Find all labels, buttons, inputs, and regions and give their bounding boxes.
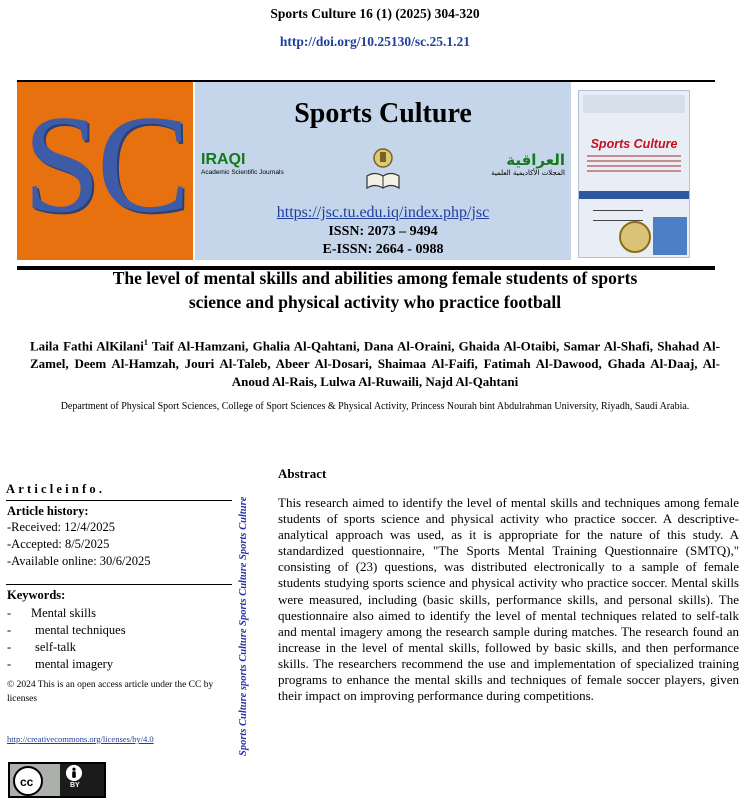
open-book-icon bbox=[363, 146, 403, 194]
cc-icon bbox=[13, 766, 43, 796]
abstract-heading: Abstract bbox=[278, 466, 327, 481]
arabic-journals-logo bbox=[469, 152, 565, 186]
keyword-item: Mental skills bbox=[31, 606, 96, 620]
journal-citation: Sports Culture 16 (1) (2025) 304-320 bbox=[270, 6, 480, 21]
divider bbox=[6, 500, 232, 501]
cc-icon-label: cc bbox=[20, 775, 34, 789]
cover-field bbox=[593, 205, 643, 211]
arabic-logo-title: العراقية bbox=[506, 151, 565, 169]
keyword-item: self-talk bbox=[35, 640, 76, 654]
affiliation: Department of Physical Sport Sciences, College of Sport Sciences & Physical Activity, Princess Nourah bint Abdulrahman University, Riyadh, Saudi Arabia. bbox=[60, 401, 690, 412]
license-link[interactable]: http://creativecommons.org/licenses/by/4.0 bbox=[7, 734, 154, 744]
cover-text-lines bbox=[587, 155, 681, 175]
article-info-heading: Articleinfo. bbox=[6, 482, 106, 496]
doi-link[interactable]: http://doi.org/10.25130/sc.25.1.21 bbox=[279, 34, 471, 49]
issn: ISSN: 2073 – 9494 bbox=[328, 224, 438, 239]
paper-title-line: science and physical activity who practice football bbox=[188, 292, 562, 312]
sc-logo-letters: SC bbox=[23, 87, 187, 242]
author-list bbox=[30, 334, 720, 391]
cover-header bbox=[583, 95, 685, 113]
available-date: -Available online: 30/6/2025 bbox=[7, 554, 151, 568]
keyword-item: mental techniques bbox=[35, 623, 126, 637]
cover-stripe bbox=[579, 191, 689, 199]
side-running-text bbox=[238, 496, 268, 756]
keyword-item: mental imagery bbox=[35, 657, 114, 671]
iraqi-logo-text: IRAQI bbox=[201, 151, 246, 168]
license-statement: © 2024 This is an open access article under the CC by licenses bbox=[7, 680, 214, 704]
received-date: -Received: 12/4/2025 bbox=[7, 520, 115, 534]
journal-banner bbox=[17, 80, 715, 270]
keywords-heading: Keywords: bbox=[7, 588, 66, 602]
other-authors: Taif Al-Hamzani, Ghalia Al-Qahtani, Dana Al-Oraini, Ghaida Al-Otaibi, Samar Al-Shafi, Shahad Al-Zamel, Deem Al-Hamzah, Jouri Al-Taleb, Abeer Al-Dosari, Shaimaa Al-Faifi, Fatimah Al-Dawood, Ghada Al-Daaj, Al-Anoud Al-Rais, Lulwa Al-Ruwaili, Najd Al-Qahtani bbox=[30, 338, 720, 390]
arabic-logo-subtitle: المجلات الأكاديمية العلمية bbox=[491, 169, 565, 177]
paper-title bbox=[40, 266, 710, 314]
cover-title: Sports Culture bbox=[590, 137, 678, 151]
iraqi-logo-subtitle: Academic Scientific Journals bbox=[201, 169, 284, 176]
divider bbox=[6, 584, 232, 585]
cc-by-badge[interactable] bbox=[8, 762, 106, 798]
abstract-body: This research aimed to identify the level of mental skills and techniques among female students of sports science and physical activity who practice soccer. A descriptive-analytical approach was used, as it is appropriate for the nature of this study. A standardized questionnaire, "The Sports Mental Training Questionnaire (SMTQ)," consisting of (23) questions, was distributed electronically to a sample of female students studying sports science and physical activity who practice soccer. Mental skills were measured, including (basic skills, performance skills, and personal skills). The questionnaire also aimed to identify the level of mental techniques related to self-talk and mental imagery among the research sample during matches. The research found an increase in the level of mental skills, followed by basic skills, and then performance skills. The researchers recommend the use and implementation of specialized training programs to enhance the mental skills and techniques of female soccer players, given their impact on improving performance during competitions. bbox=[278, 495, 739, 704]
banner-info-panel bbox=[195, 82, 571, 260]
paper-title-line: The level of mental skills and abilities among female students of sports bbox=[112, 268, 638, 288]
journal-cover-thumbnail bbox=[578, 90, 690, 258]
banner-title: Sports Culture bbox=[294, 98, 472, 129]
iraqi-journals-logo bbox=[201, 152, 283, 186]
university-seal-icon bbox=[619, 221, 651, 253]
sc-logo bbox=[17, 82, 193, 260]
cover-image bbox=[653, 217, 687, 255]
e-issn: E-ISSN: 2664 - 0988 bbox=[322, 242, 444, 257]
author-affiliation-mark: 1 bbox=[143, 338, 148, 347]
keyword-bullet: - bbox=[7, 640, 12, 654]
keyword-bullet: - bbox=[7, 623, 12, 637]
logo-row bbox=[195, 144, 571, 198]
person-icon bbox=[66, 765, 82, 781]
article-history-heading: Article history: bbox=[7, 504, 89, 518]
by-label: BY bbox=[70, 782, 80, 789]
keyword-bullet: - bbox=[7, 606, 12, 620]
journal-url-link[interactable]: https://jsc.tu.edu.iq/index.php/jsc bbox=[276, 204, 490, 221]
accepted-date: -Accepted: 8/5/2025 bbox=[7, 537, 110, 551]
first-author: Laila Fathi AlKilani bbox=[30, 338, 144, 354]
side-running-text-content: Sports Culture sports Culture Sports Culture Sports Culture bbox=[238, 496, 249, 756]
cc-badge-left bbox=[10, 764, 60, 796]
keyword-bullet: - bbox=[7, 657, 12, 671]
